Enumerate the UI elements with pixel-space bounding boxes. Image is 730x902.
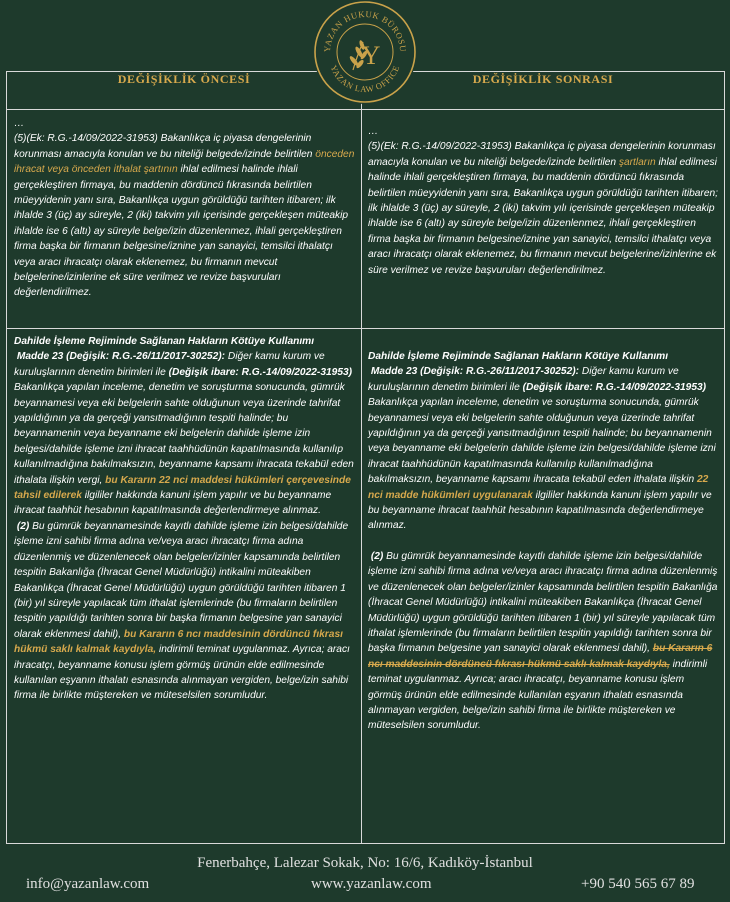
ellipsis: …	[368, 126, 379, 137]
article-title: Dahilde İşleme Rejiminde Sağlanan Hakların Kötüye Kullanımı	[368, 351, 669, 362]
law-office-logo	[313, 0, 417, 104]
cell-before-paragraph-5	[7, 110, 362, 329]
footer-phone-link[interactable]: +90 540 565 67 89	[581, 876, 695, 892]
highlight-text: bu Kararın 22 nci maddesi hükümleri çerçevesinde tahsil edilerek	[14, 474, 351, 502]
text-span: ilgililer hakkında kanuni işlem yapılır ve bu beyanname ihracat taahhüt hesabının kapatılmasında değerlendirmeye alınmaz.	[14, 490, 332, 517]
text-span: (5)(Ek: R.G.-14/09/2022-31953) Bakanlıkça iç piyasa dengelerinin korunması amacıyla konulan ve bu niteliği belgede/izinde belirtilen	[368, 141, 716, 168]
highlight-text: şartların	[618, 156, 656, 168]
ellipsis: …	[14, 118, 25, 129]
logo-emblem	[313, 0, 417, 104]
cell-after-paragraph-5	[362, 110, 725, 329]
text-span: Bu gümrük beyannamesinde kayıtlı dahilde işleme izin belgesi/dahilde işleme izni sahibi firma adına ve/veya aracı ihracatçı firma adına düzenlenmiş ve düzenlenecek olan belgeler/izinler kapsamında belirtilen tespitin Bakanlığa (İhracat Genel Müdürlüğü) intikalini müteakiben Bakanlıkça (İhracat Genel Müdürlüğü) uygun görüldüğü tarihten itibaren 1 (bir) yıl süreyle yapılacak tüm ithalat işlemlerinde (bu firmaların belirtilen tespitin yapıldığı tarihten sonra bir başka firmanın belgesine yan sanayici olarak eklenmesi dahil),	[368, 550, 718, 655]
paragraph-5-text	[368, 139, 719, 278]
footer-website-link[interactable]: www.yazanlaw.com	[311, 876, 432, 892]
text-span: indirimli teminat uygulanmaz. Ayrıca; aracı ihracatçı, beyanname konusu işlem görmüş ürünün elde edilmesinde kullanılan eşyanın ithalatı esnasında alınmayan vergiden, belge/izin sahibi firma ile birlikte müştereken ve müteselsilen sorumludur.	[14, 644, 350, 702]
table-row	[7, 110, 725, 329]
footer-email-link[interactable]: info@yazanlaw.com	[26, 876, 150, 892]
highlight-text: bu Kararın 6 ncı maddesinin dördüncü fıkrası hükmü saklı kalmak kaydıyla,	[14, 628, 343, 656]
text-span: ilgililer hakkında kanuni işlem yapılır ve bu beyanname ihracat taahhüt hesabının kapatılmasında değerlendirmeye alınmaz.	[368, 489, 712, 532]
article-23-text	[14, 349, 357, 518]
logo-top-text: YAZAN HUKUK BÜROSU	[321, 8, 409, 53]
highlight-text: önceden ihracat veya önceden ithalat şartının	[14, 148, 355, 176]
logo-monogram: Y	[361, 41, 381, 70]
paragraph-label: (2)	[370, 550, 384, 562]
footer-address: Fenerbahçe, Lalezar Sokak, No: 16/6, Kadıköy-İstanbul	[197, 855, 533, 871]
header-before: DEĞİŞİKLİK ÖNCESİ	[7, 72, 362, 110]
paragraph-5-text	[14, 131, 357, 300]
text-span: ihlal edilmesi halinde ihlali gerçekleştiren firmaya, bu maddenin dördüncü fıkrasında belirtilen müeyyidenin yanı sıra, Bakanlıkça uygun görüldüğü tarihten itibaren; ilk ihlalde 3 (üç) ay süreyle, 2 (iki) takvim yılı içerisinde gerçekleşen müteakip ihlalde ise 6 (altı) ay süreyle belge/izin düzenlenmez, ihlali gerçekleştiren firma başka bir firmanın belgesine/iznine yan sanayici, temsilci ithalatçı veya aracı ihracatçı olarak eklenemez, bu firmanın mevcut belgelerine/izinlerine ek süre verilmez ve revize başvuruları değerlendirilmez.	[368, 156, 718, 276]
article-label: Madde 23 (Değişik: R.G.-26/11/2017-30252):	[16, 351, 226, 363]
paragraph-2-text	[14, 519, 357, 704]
header-after: DEĞİŞİKLİK SONRASI	[362, 72, 725, 110]
text-span: (5)(Ek: R.G.-14/09/2022-31953) Bakanlıkça iç piyasa dengelerinin korunması amacıyla konulan ve bu niteliği belgede/izinde belirtilen	[14, 133, 316, 160]
paragraph-label: (2)	[16, 520, 30, 532]
text-span: ihlal edilmesi halinde ihlali gerçekleştiren firmaya, bu maddenin dördüncü fıkrasında belirtilen müeyyidenin yanı sıra, Bakanlıkça uygun görüldüğü tarihten itibaren; ilk ihlalde 3 (üç) ay süreyle, 2 (iki) takvim yılı içerisinde gerçekleşen müteakip ihlalde ise 6 (altı) ay süreyle belge/izin düzenlenmez, ihlali gerçekleştiren firma başka bir firmanın belgesine/iznine yan sanayici, temsilci ithalatçı veya aracı ihracatçı olarak eklenemez, bu firmanın mevcut belgelerine/izinlerine ek süre verilmez ve revize başvuruları değerlendirilmez.	[14, 164, 349, 299]
struck-text: bu Kararın 6 ncı maddesinin dördüncü fıkrası hükmü saklı kalmak kaydıyla,	[368, 643, 713, 670]
article-title: Dahilde İşleme Rejiminde Sağlanan Hakların Kötüye Kullanımı	[14, 336, 315, 347]
article-label: Madde 23 (Değişik: R.G.-26/11/2017-30252):	[370, 366, 580, 378]
amendment-label: (Değişik ibare: R.G.-14/09/2022-31953)	[522, 381, 707, 393]
cell-before-article-23	[7, 329, 362, 844]
text-span: Bakanlıkça yapılan inceleme, denetim ve soruşturma sonucunda, gümrük beyannamesi veya eki belgelerin sahte olduğunun veya üzerinde tahrifat yapıldığının ya da gerçeği yansıtmadığının tespiti halinde; bu beyannamenin veya beyanname eki belgelerin dahilde işleme izin belgesi/dahilde işleme izni ihracat taahhüdünün kapatılmasında kullanılıp kullanılmadığına bakılmaksızın, beyanname kapsamı ihracata tekabül eden ithalata ilişkin	[368, 397, 716, 486]
article-23-text	[368, 364, 719, 533]
text-span: Diğer kamu kurum ve kuruluşlarının denetim birimleri ile	[368, 366, 679, 393]
paragraph-2-text	[368, 549, 719, 734]
text-span: Diğer kamu kurum ve kuruluşlarının denetim birimleri ile	[14, 351, 325, 378]
cell-after-article-23	[362, 329, 725, 844]
logo-bottom-text: YAZAN LAW OFFICE	[328, 63, 402, 95]
text-span: Bu gümrük beyannamesinde kayıtlı dahilde işleme izin belgesi/dahilde işleme izni sahibi firma adına ve/veya aracı ihracatçı firma adına düzenlenmiş ve düzenlenecek olan belgeler/izinler kapsamında belirtilen tespitin Bakanlığa (İhracat Genel Müdürlüğü) intikalini müteakiben Bakanlıkça (İhracat Genel Müdürlüğü) uygun görüldüğü tarihten itibaren 1 (bir) yıl süreyle yapılacak tüm ithalat işlemlerinde (bu firmaların belirtilen tespitin yapıldığı tarihten sonra bir başka firmanın belgesine yan sanayici olarak eklenmesi dahil),	[14, 520, 349, 640]
amendment-label: (Değişik ibare: R.G.-14/09/2022-31953)	[168, 366, 353, 378]
comparison-table	[6, 71, 725, 844]
table-row	[7, 329, 725, 844]
text-span: indirimli teminat uygulanmaz. Ayrıca; aracı ihracatçı, beyanname konusu işlem görmüş ürünün elde edilmesinde kullanılan eşyanın ithalatı esnasında alınmayan vergiden, belge/izin sahibi firma ile birlikte müştereken ve müteselsilen sorumludur.	[368, 658, 708, 732]
highlight-text: 22 nci madde hükümleri uygulanarak	[368, 474, 709, 501]
text-span: Bakanlıkça yapılan inceleme, denetim ve soruşturma sonucunda, gümrük beyannamesi veya eki belgelerin sahte olduğunun veya üzerinde tahrifat yapıldığının ya da gerçeği yansıtmadığının tespiti halinde; bu beyannamenin veya beyanname eki belgelerin dahilde işleme izin belgesi/dahilde işleme izni ihracat taahhüdünün kapatılmasında kullanılıp kullanılmadığına bakılmaksızın, beyanname kapsamı ihracata tekabül eden ithalata ilişkin vergi,	[14, 382, 354, 486]
